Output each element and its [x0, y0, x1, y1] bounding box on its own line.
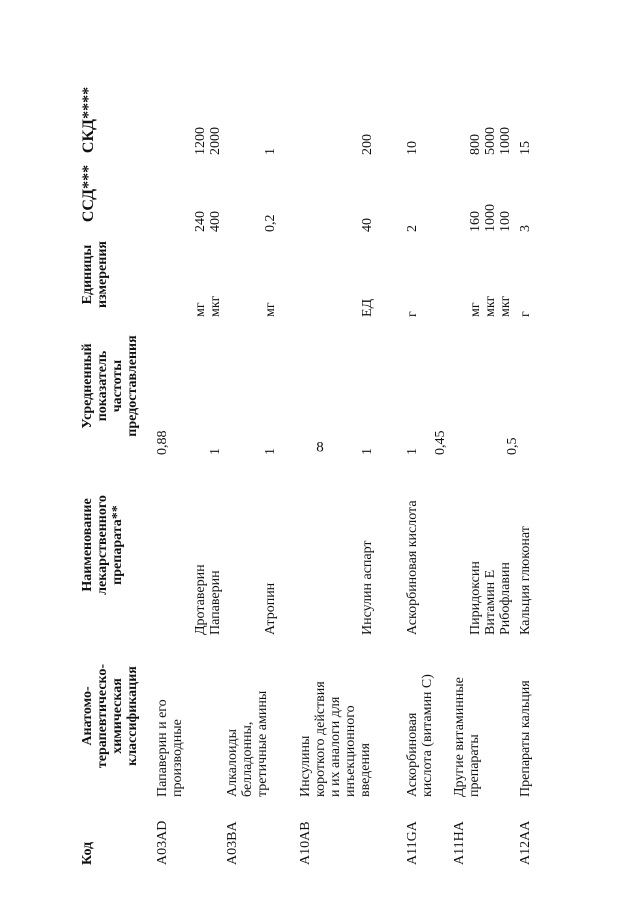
- atc-a03ba: Алкалоиды белладонны, третичные амины: [225, 690, 270, 797]
- unit-atropin: мг: [263, 302, 278, 317]
- sdd-papaverin: 400: [208, 211, 223, 232]
- col-code: [80, 797, 540, 865]
- unit-calcium-gluconate: г: [518, 311, 533, 317]
- skd-atropin: 1: [263, 148, 278, 155]
- drug-riboflavin: Рибофлавин: [498, 562, 513, 635]
- col-skd: [80, 85, 540, 155]
- header-drug: Наименование лекарственного препарата**: [80, 495, 125, 595]
- freq-atropin: 1: [263, 448, 278, 455]
- code-a03ba: A03BA: [225, 821, 240, 865]
- header-frequency: Усредненный показатель частоты предоставления: [80, 335, 140, 437]
- header-unit: Единицы измерения: [80, 241, 110, 308]
- skd-insulin-aspart: 200: [360, 134, 375, 155]
- freq-ascorbic-acid: 1: [405, 448, 420, 455]
- sdd-drotaverin: 240: [193, 211, 208, 232]
- skd-piridoksin: 800: [468, 134, 483, 155]
- sdd-piridoksin: 160: [468, 211, 483, 232]
- header-code: Код: [80, 841, 95, 865]
- code-a12aa: A12AA: [518, 820, 533, 865]
- code-a10ab: A10AB: [298, 821, 313, 865]
- drug-drotaverin: Дротаверин: [193, 564, 208, 635]
- code-a11ga: A11GA: [405, 821, 420, 865]
- col-frequency: [80, 317, 540, 455]
- freq-papaverin: 1: [208, 448, 223, 455]
- unit-papaverin: мкг: [208, 295, 223, 317]
- freq-insulin-aspart: 1: [360, 448, 375, 455]
- sdd-vitamin-e: 1000: [483, 204, 498, 232]
- header-atc: Анатомо- терапевтическо- химическая классификация: [80, 663, 140, 769]
- drug-piridoksin: Пиридоксин: [468, 561, 483, 635]
- col-sdd: [80, 155, 540, 232]
- skd-drotaverin: 1200: [193, 127, 208, 155]
- drug-table: [80, 85, 540, 865]
- col-drug: [80, 455, 540, 635]
- drug-calcium-gluconate: Кальция глюконат: [518, 526, 533, 635]
- skd-vitamin-e: 5000: [483, 127, 498, 155]
- atc-a12aa: Препараты кальция: [518, 680, 533, 797]
- atc-a03ad: Папаверин и его производные: [155, 699, 185, 797]
- col-atc: [80, 635, 540, 797]
- drug-vitamin-e: Витамин Е: [483, 569, 498, 635]
- freq-a11ha: 0,45: [433, 430, 448, 455]
- atc-a11ga: Аскорбиновая кислота (витамин С): [405, 674, 435, 797]
- sdd-ascorbic-acid: 2: [405, 225, 420, 232]
- skd-ascorbic-acid: 10: [405, 141, 420, 155]
- drug-insulin-aspart: Инсулин аспарт: [360, 540, 375, 635]
- skd-calcium-gluconate: 15: [518, 141, 533, 155]
- unit-ascorbic-acid: г: [405, 311, 420, 317]
- unit-riboflavin: мкг: [498, 295, 513, 317]
- unit-drotaverin: мг: [193, 302, 208, 317]
- freq-a12aa: 0,5: [505, 437, 520, 455]
- skd-riboflavin: 1000: [498, 127, 513, 155]
- header-skd: СКД****: [80, 86, 97, 154]
- sdd-insulin-aspart: 40: [360, 218, 375, 232]
- drug-atropin: Атропин: [263, 582, 278, 635]
- atc-a10ab: Инсулины короткого действия и их аналоги для инъекционного введения: [298, 681, 373, 797]
- sdd-calcium-gluconate: 3: [518, 225, 533, 232]
- code-a03ad: A03AD: [155, 820, 170, 865]
- sdd-atropin: 0,2: [263, 214, 278, 232]
- col-unit: [80, 232, 540, 317]
- unit-piridoksin: мг: [468, 302, 483, 317]
- unit-insulin-aspart: ЕД: [360, 298, 375, 317]
- page-number: 8: [316, 439, 324, 456]
- skd-papaverin: 2000: [208, 127, 223, 155]
- freq-a03ad: 0,88: [155, 430, 170, 455]
- code-a11ha: A11HA: [452, 821, 467, 865]
- header-sdd: ССД***: [80, 164, 97, 223]
- sdd-riboflavin: 100: [498, 211, 513, 232]
- drug-papaverin: Папаверин: [208, 570, 223, 635]
- drug-ascorbic-acid: Аскорбиновая кислота: [405, 500, 420, 635]
- unit-vitamin-e: мкг: [483, 295, 498, 317]
- atc-a11ha: Другие витаминные препараты: [452, 677, 482, 797]
